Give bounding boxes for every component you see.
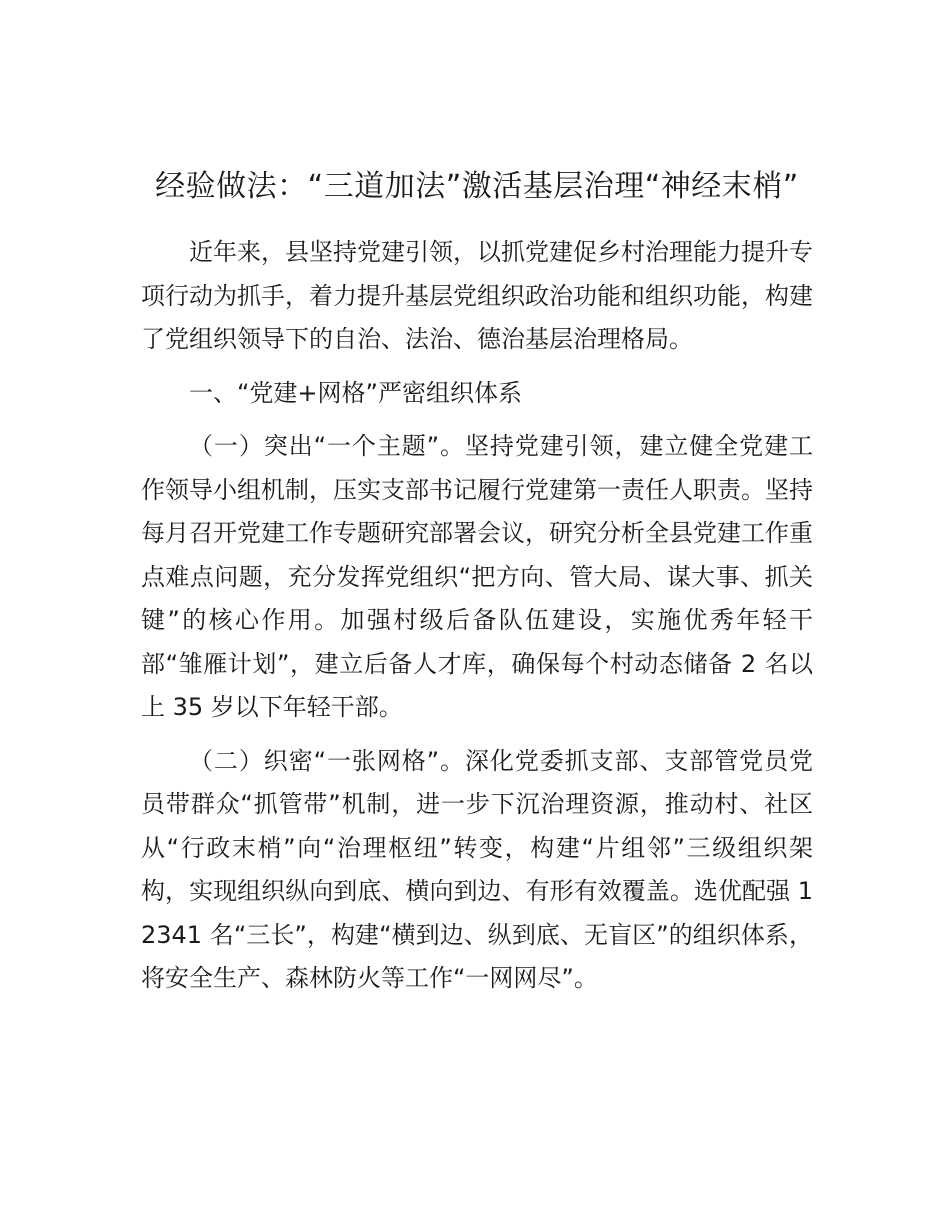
intro-paragraph: 近年来，县坚持党建引领，以抓党建促乡村治理能力提升专项行动为抓手，着力提升基层党组织政治功能和组织功能，构建了党组织领导下的自治、法治、德治基层治理格局。 (141, 238, 813, 353)
subsection-2-paragraph: （二）织密“一张网格”。深化党委抓支部、支部管党员党员带群众“抓管带”机制，进一步下沉治理资源，推动村、社区从“行政末梢”向“治理枢纽”转变，构建“片组邻”三级组织架构，实现组织纵向到底、横向到边、有形有效覆盖。选优配强 12341 名“三长”，构建“横到边、纵到底、无盲区”的组织体系，将安全生产、森林防火等工作“一网网尽”。 (141, 746, 813, 992)
document-title: 经验做法：“三道加法”激活基层治理“神经末梢” (155, 169, 799, 204)
section-1-heading: 一、“党建+网格”严密组织体系 (189, 378, 522, 407)
document-body (141, 165, 813, 1001)
subsection-1-paragraph: （一）突出“一个主题”。坚持党建引领，建立健全党建工作领导小组机制，压实支部书记履行党建第一责任人职责。坚持每月召开党建工作专题研究部署会议，研究分析全县党建工作重点难点问题，充分发挥党组织“把方向、管大局、谋大事、抓关键”的核心作用。加强村级后备队伍建设，实施优秀年轻干部“雏雁计划”，建立后备人才库，确保每个村动态储备 2 名以上 35 岁以下年轻干部。 (141, 432, 813, 721)
